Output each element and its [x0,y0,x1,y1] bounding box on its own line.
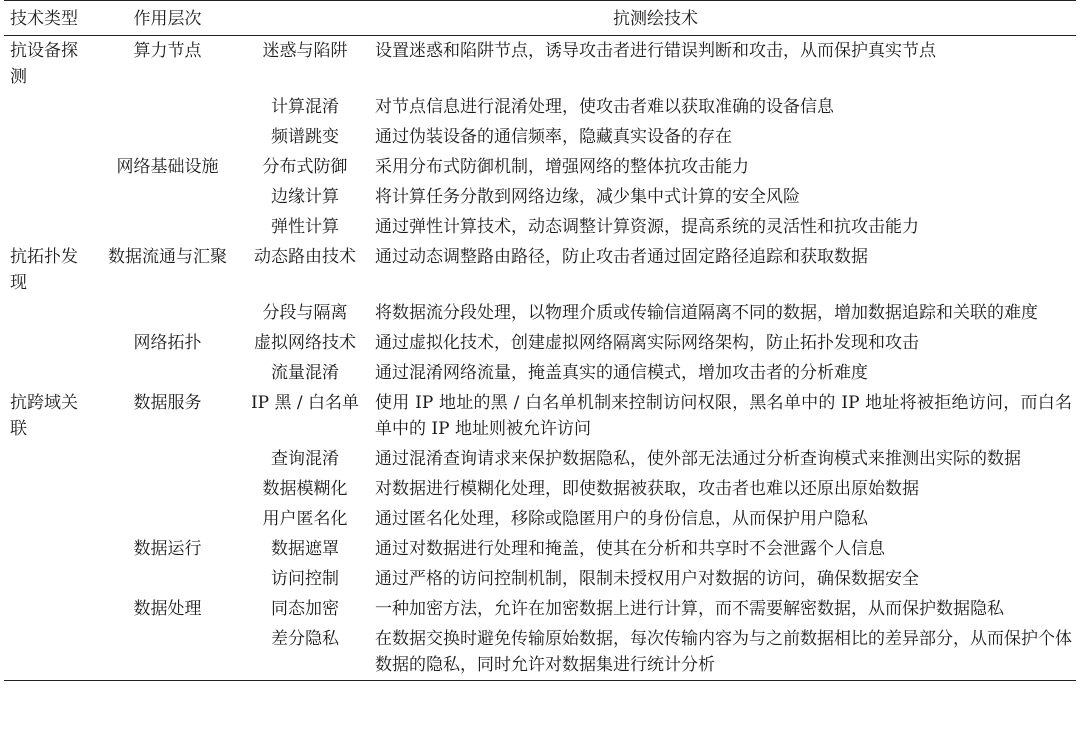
cell-action-layer-text: 网络拓扑 [133,333,202,353]
cell-action-layer-text: 算力节点 [133,41,202,61]
cell-technique-description [371,152,1076,182]
cell-technique-name [239,92,371,122]
cell-action-layer-text: 网络基础设施 [116,157,219,177]
cell-technique-type [4,212,96,242]
table-row [4,182,1076,212]
cell-technique-description-text: 对数据进行模糊化处理，即使数据被获取，攻击者也难以还原出原始数据 [375,479,919,499]
cell-technique-description [371,474,1076,504]
cell-action-layer [96,474,239,504]
cell-action-layer [96,594,239,624]
cell-technique-type [4,36,96,93]
cell-technique-description-text: 通过严格的访问控制机制，限制未授权用户对数据的访问，确保数据安全 [375,569,919,589]
cell-technique-description [371,504,1076,534]
cell-technique-type-text: 抗设备探测 [10,41,78,87]
cell-technique-name [239,212,371,242]
cell-technique-name [239,624,371,681]
cell-technique-name-text: 频谱跳变 [271,127,339,147]
cell-technique-type [4,534,96,564]
cell-technique-description [371,594,1076,624]
cell-action-layer [96,564,239,594]
cell-technique-description-text: 通过伪装设备的通信频率，隐藏真实设备的存在 [375,127,732,147]
cell-technique-description [371,36,1076,93]
cell-technique-description-text: 设置迷惑和陷阱节点，诱导攻击者进行错误判断和攻击，从而保护真实节点 [375,41,936,61]
cell-technique-name-text: 迷惑与陷阱 [262,41,348,61]
table-row [4,474,1076,504]
cell-technique-description [371,388,1076,444]
table-row [4,242,1076,298]
cell-technique-name [239,328,371,358]
cell-technique-name-text: 访问控制 [271,569,339,589]
cell-technique-description [371,328,1076,358]
cell-technique-name-text: 数据模糊化 [262,479,348,499]
cell-technique-description-text: 通过弹性计算技术，动态调整计算资源，提高系统的灵活性和抗攻击能力 [375,217,919,237]
cell-technique-name-text: 查询混淆 [271,449,339,469]
cell-technique-description-text: 通过对数据进行处理和掩盖，使其在分析和共享时不会泄露个人信息 [375,539,885,559]
table-row [4,212,1076,242]
technique-table-container [4,0,1076,681]
anti-mapping-technique-table [4,0,1076,681]
cell-action-layer [96,358,239,388]
cell-technique-name-text: 边缘计算 [271,187,339,207]
cell-technique-description [371,444,1076,474]
cell-action-layer [96,298,239,328]
cell-technique-name-text: 计算混淆 [271,97,339,117]
header-technique-type: 技术类型 [10,9,78,29]
cell-technique-description [371,182,1076,212]
table-row [4,92,1076,122]
table-row [4,122,1076,152]
cell-technique-type [4,92,96,122]
cell-technique-type [4,242,96,298]
header-action-layer: 作用层次 [133,9,202,29]
cell-technique-type [4,328,96,358]
table-row [4,36,1076,93]
cell-action-layer [96,242,239,298]
cell-technique-type [4,504,96,534]
header-row [4,1,1076,36]
cell-technique-name [239,182,371,212]
cell-technique-name-text: 用户匿名化 [262,509,348,529]
cell-technique-type [4,564,96,594]
cell-technique-description-text: 采用分布式防御机制，增强网络的整体抗攻击能力 [375,157,749,177]
table-row [4,358,1076,388]
cell-technique-description [371,122,1076,152]
cell-technique-name-text: 弹性计算 [271,217,339,237]
table-row [4,388,1076,444]
cell-action-layer-text: 数据处理 [133,599,202,619]
cell-action-layer [96,504,239,534]
cell-technique-name [239,298,371,328]
cell-action-layer [96,534,239,564]
cell-technique-type [4,388,96,444]
cell-action-layer [96,328,239,358]
cell-technique-name-text: 分段与隔离 [262,303,348,323]
cell-technique-name [239,504,371,534]
cell-technique-type-text: 抗跨域关联 [10,393,78,439]
cell-technique-description [371,564,1076,594]
cell-technique-description-text: 一种加密方法，允许在加密数据上进行计算，而不需要解密数据，从而保护数据隐私 [375,599,1004,619]
cell-technique-type [4,298,96,328]
cell-action-layer [96,212,239,242]
cell-action-layer-text: 数据服务 [133,393,202,413]
cell-technique-type [4,358,96,388]
cell-technique-name [239,358,371,388]
cell-technique-name [239,122,371,152]
cell-technique-name-text: 流量混淆 [271,363,339,383]
cell-technique-name-text: 差分隐私 [271,629,339,649]
cell-technique-description-text: 在数据交换时避免传输原始数据，每次传输内容为与之前数据相比的差异部分，从而保护个体数据的隐私，同时允许对数据集进行统计分析 [375,629,1072,675]
table-row [4,534,1076,564]
table-row [4,504,1076,534]
cell-technique-name [239,594,371,624]
cell-action-layer [96,444,239,474]
table-header [4,1,1076,36]
cell-technique-description-text: 将数据流分段处理，以物理介质或传输信道隔离不同的数据，增加数据追踪和关联的难度 [375,303,1038,323]
cell-action-layer [96,122,239,152]
cell-technique-description [371,624,1076,681]
table-row [4,152,1076,182]
cell-technique-description-text: 通过虚拟化技术，创建虚拟网络隔离实际网络架构，防止拓扑发现和攻击 [375,333,919,353]
table-row [4,298,1076,328]
cell-technique-description-text: 使用 IP 地址的黑 / 白名单机制来控制访问权限，黑名单中的 IP 地址将被拒绝访问，而白名单中的 IP 地址则被允许访问 [375,393,1072,439]
table-row [4,328,1076,358]
cell-technique-name [239,534,371,564]
cell-technique-description-text: 将计算任务分散到网络边缘，减少集中式计算的安全风险 [375,187,800,207]
cell-technique-description [371,92,1076,122]
cell-technique-name [239,242,371,298]
cell-technique-name-text: 动态路由技术 [254,247,356,267]
cell-technique-type-text: 抗拓扑发现 [10,247,78,293]
cell-technique-description-text: 对节点信息进行混淆处理，使攻击者难以获取准确的设备信息 [375,97,834,117]
cell-technique-description [371,534,1076,564]
cell-technique-type [4,152,96,182]
cell-action-layer [96,624,239,681]
cell-technique-name-text: 同态加密 [271,599,339,619]
cell-technique-type [4,182,96,212]
header-anti-mapping-technique: 抗测绘技术 [613,9,698,29]
cell-technique-description-text: 通过动态调整路由路径，防止攻击者通过固定路径追踪和获取数据 [375,247,868,267]
cell-action-layer [96,36,239,93]
cell-action-layer-text: 数据流通与汇聚 [108,247,227,267]
cell-action-layer [96,92,239,122]
table-body [4,36,1076,681]
cell-action-layer [96,182,239,212]
cell-technique-description-text: 通过混淆网络流量，掩盖真实的通信模式，增加攻击者的分析难度 [375,363,868,383]
table-row [4,564,1076,594]
cell-technique-description [371,358,1076,388]
table-row [4,444,1076,474]
table-row [4,624,1076,681]
cell-action-layer [96,388,239,444]
cell-technique-name [239,152,371,182]
cell-technique-name-text: IP 黑 / 白名单 [250,393,360,413]
cell-technique-name [239,444,371,474]
cell-technique-type [4,444,96,474]
cell-technique-description [371,242,1076,298]
cell-technique-description-text: 通过混淆查询请求来保护数据隐私，使外部无法通过分析查询模式来推测出实际的数据 [375,449,1021,469]
cell-technique-name [239,36,371,93]
cell-action-layer-text: 数据运行 [133,539,202,559]
cell-technique-type [4,474,96,504]
cell-technique-name-text: 分布式防御 [262,157,348,177]
cell-technique-description [371,298,1076,328]
cell-technique-name-text: 虚拟网络技术 [254,333,356,353]
cell-action-layer [96,152,239,182]
cell-technique-type [4,122,96,152]
cell-technique-name [239,474,371,504]
table-row [4,594,1076,624]
cell-technique-name [239,564,371,594]
cell-technique-type [4,624,96,681]
cell-technique-description [371,212,1076,242]
cell-technique-name [239,388,371,444]
cell-technique-name-text: 数据遮罩 [271,539,339,559]
cell-technique-type [4,594,96,624]
cell-technique-description-text: 通过匿名化处理，移除或隐匿用户的身份信息，从而保护用户隐私 [375,509,868,529]
